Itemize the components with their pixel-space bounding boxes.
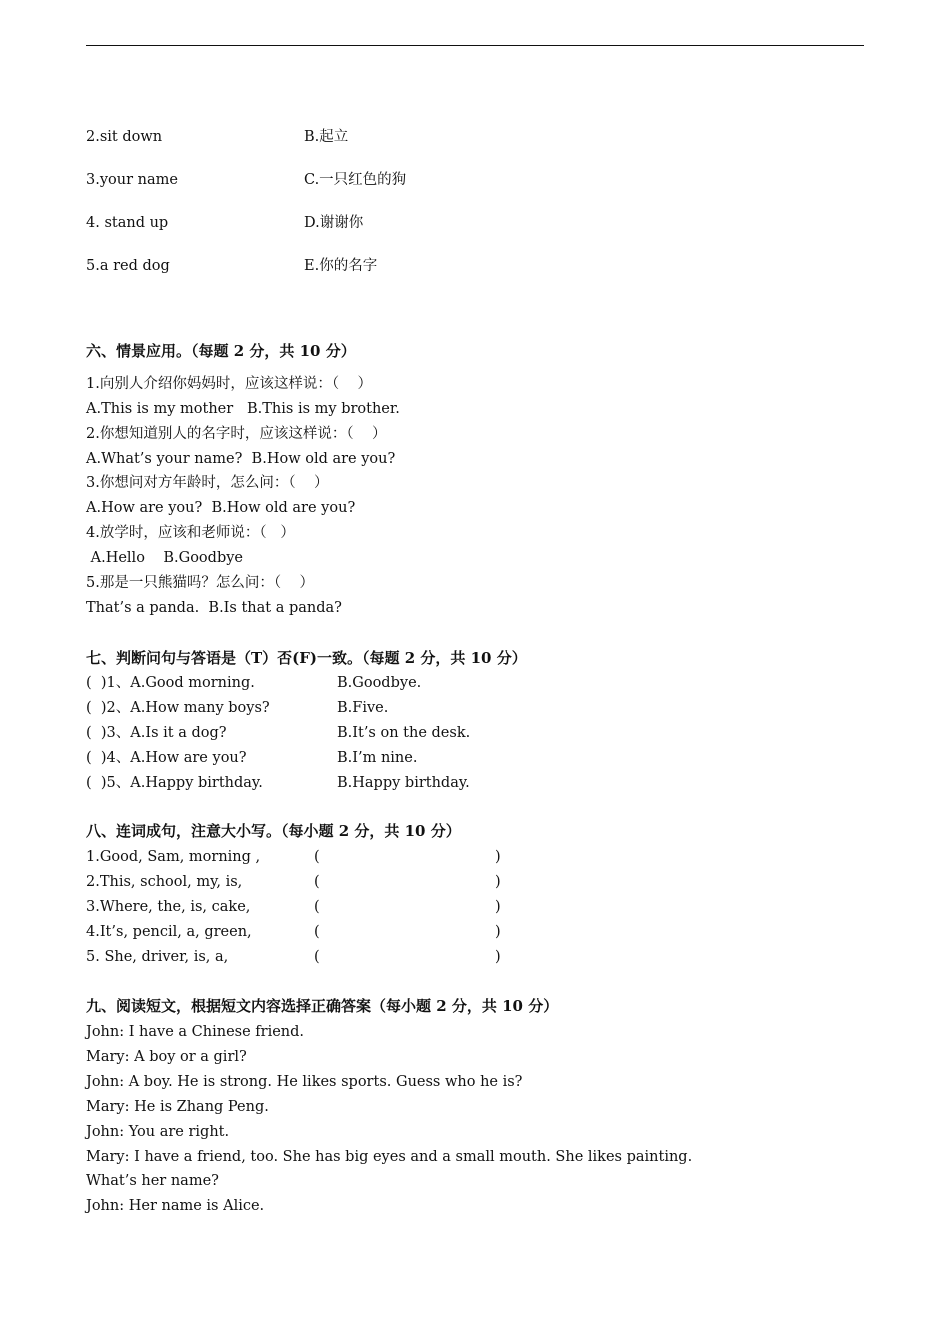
dialogue-line: What’s her name? — [86, 1173, 219, 1189]
list-item: A.How are you? B.How old are you? — [86, 500, 356, 516]
list-item: 3.你想问对方年龄时，怎么问：（ ） — [86, 475, 329, 491]
answer-open-paren: ( — [314, 874, 320, 890]
dialogue-line: Mary: He is Zhang Peng. — [86, 1099, 269, 1115]
matching-left-5: 5.a red dog — [86, 258, 170, 274]
section7-heading: 七、判断问句与答语是（T）否(F)一致。（每题 2 分，共 10 分） — [86, 649, 527, 667]
matching-left-4: 4. stand up — [86, 215, 169, 231]
answer-open-paren: ( — [314, 849, 320, 865]
table-row-answer: B.I’m nine. — [337, 750, 418, 766]
table-row-question: ( )1、A.Good morning. — [86, 675, 255, 691]
table-row-question: ( )3、A.Is it a dog? — [86, 725, 227, 741]
answer-open-paren: ( — [314, 899, 320, 915]
list-item: 2.你想知道别人的名字时，应该这样说：（ ） — [86, 426, 387, 442]
list-item: 5.那是一只熊猫吗？怎么问：（ ） — [86, 575, 315, 591]
dialogue-line: John: I have a Chinese friend. — [86, 1024, 305, 1040]
section9-heading: 九、阅读短文，根据短文内容选择正确答案（每小题 2 分，共 10 分） — [86, 997, 559, 1015]
matching-left-3: 3.your name — [86, 172, 178, 188]
matching-right-e: E.你的名字 — [304, 258, 378, 274]
word-list: 3.Where, the, is, cake, — [86, 899, 251, 915]
table-row-question: ( )2、A.How many boys? — [86, 700, 270, 716]
matching-right-c: C.一只红色的狗 — [304, 172, 407, 188]
answer-open-paren: ( — [314, 949, 320, 965]
list-item: A.Hello B.Goodbye — [86, 550, 244, 566]
word-list: 2.This, school, my, is, — [86, 874, 243, 890]
table-row-answer: B.Goodbye. — [337, 675, 422, 691]
section6-heading: 六、情景应用。（每题 2 分，共 10 分） — [86, 342, 356, 360]
list-item: A.What’s your name? B.How old are you? — [86, 451, 396, 467]
answer-close-paren: ) — [495, 874, 501, 890]
word-list: 1.Good, Sam, morning , — [86, 849, 261, 865]
dialogue-line: Mary: I have a friend, too. She has big eyes and a small mouth. She likes painting. — [86, 1149, 693, 1165]
answer-close-paren: ) — [495, 949, 501, 965]
matching-right-b: B.起立 — [304, 129, 349, 145]
matching-right-d: D.谢谢你 — [304, 215, 364, 231]
table-row-question: ( )4、A.How are you? — [86, 750, 247, 766]
list-item: That’s a panda. B.Is that a panda? — [86, 600, 342, 616]
section8-heading: 八、连词成句，注意大小写。（每小题 2 分，共 10 分） — [86, 822, 461, 840]
table-row-question: ( )5、A.Happy birthday. — [86, 775, 263, 791]
matching-left-2: 2.sit down — [86, 129, 163, 145]
list-item: A.This is my mother B.This is my brother. — [86, 401, 400, 417]
answer-close-paren: ) — [495, 924, 501, 940]
dialogue-line: John: A boy. He is strong. He likes sports. Guess who he is? — [86, 1074, 523, 1090]
table-row-answer: B.It’s on the desk. — [337, 725, 471, 741]
answer-close-paren: ) — [495, 849, 501, 865]
table-row-answer: B.Five. — [337, 700, 389, 716]
dialogue-line: John: You are right. — [86, 1124, 230, 1140]
word-list: 5. She, driver, is, a, — [86, 949, 229, 965]
word-list: 4.It’s, pencil, a, green, — [86, 924, 252, 940]
list-item: 1.向别人介绍你妈妈时，应该这样说：（ ） — [86, 376, 373, 392]
answer-open-paren: ( — [314, 924, 320, 940]
answer-close-paren: ) — [495, 899, 501, 915]
list-item: 4.放学时，应该和老师说：（ ） — [86, 525, 295, 541]
table-row-answer: B.Happy birthday. — [337, 775, 470, 791]
header-rule — [86, 45, 864, 46]
dialogue-line: John: Her name is Alice. — [86, 1198, 265, 1214]
dialogue-line: Mary: A boy or a girl? — [86, 1049, 247, 1065]
